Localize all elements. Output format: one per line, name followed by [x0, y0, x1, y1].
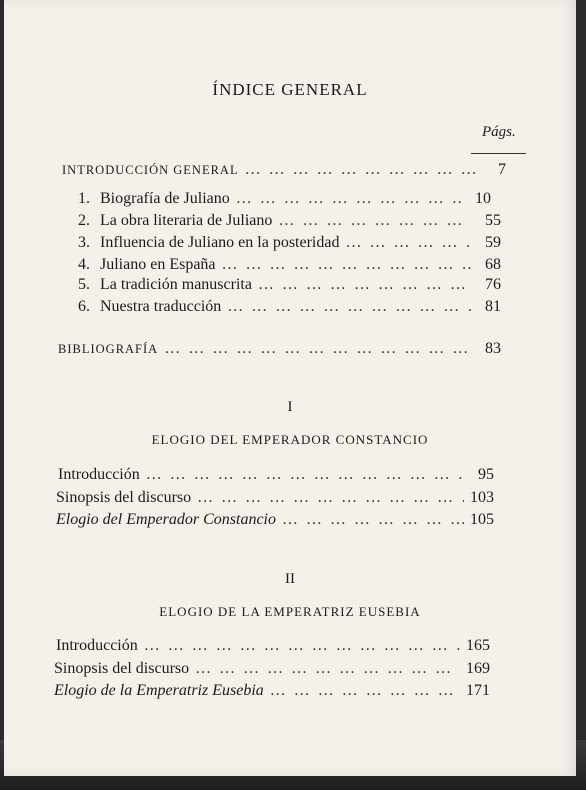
- toc-entry-page: 59: [485, 234, 501, 251]
- leader-dots: [239, 161, 476, 179]
- toc-entry-label: La obra literaria de Juliano: [100, 212, 273, 229]
- toc-entry-page: 169: [466, 660, 490, 677]
- toc-entry-label: Sinopsis del discurso: [54, 660, 190, 677]
- toc-entry-label: Biografía de Juliano: [100, 190, 230, 207]
- toc-entry-label: Introducción: [58, 466, 140, 483]
- leader-dots: [140, 466, 464, 484]
- chapter-number: 3.: [78, 234, 90, 251]
- leader-dots: [221, 298, 471, 316]
- leader-dots: [191, 489, 464, 507]
- toc-entry-label: BIBLIOGRAFÍA: [58, 342, 159, 356]
- leader-dots: [272, 212, 471, 230]
- section-title: ELOGIO DE LA EMPERATRIZ EUSEBIA: [159, 604, 421, 619]
- leader-dots: [264, 682, 460, 700]
- book-page: [4, 0, 576, 776]
- toc-entry-label: INTRODUCCIÓN GENERAL: [62, 163, 239, 177]
- toc-entry[interactable]: [54, 660, 490, 682]
- leader-dots: [230, 190, 461, 208]
- toc-entry-chapter[interactable]: [78, 276, 501, 298]
- toc-entry-page: 10: [475, 190, 491, 207]
- page-title: ÍNDICE GENERAL: [212, 80, 368, 99]
- leader-dots: [158, 340, 471, 358]
- pages-column-rule: [471, 153, 526, 154]
- section-number: I: [287, 399, 293, 415]
- toc-entry-intro[interactable]: [62, 161, 506, 183]
- toc-entry-page: 171: [466, 682, 490, 699]
- leader-dots: [216, 256, 471, 274]
- toc-entry[interactable]: [54, 682, 490, 704]
- toc-entry-chapter[interactable]: [78, 212, 501, 234]
- leader-dots: [189, 660, 460, 678]
- toc-entry-chapter[interactable]: [78, 256, 501, 278]
- toc-entry-page: 55: [485, 212, 501, 229]
- chapter-number: 5.: [78, 276, 90, 293]
- toc-entry[interactable]: [56, 511, 494, 533]
- toc-entry-label: Introducción: [56, 637, 138, 654]
- toc-entry-page: 165: [466, 637, 490, 654]
- leader-dots: [339, 234, 471, 252]
- toc-entry[interactable]: [56, 489, 494, 511]
- toc-entry-label: Sinopsis del discurso: [56, 489, 192, 506]
- section-title: ELOGIO DEL EMPERADOR CONSTANCIO: [151, 432, 429, 447]
- page-content: [4, 0, 576, 776]
- chapter-number: 6.: [78, 298, 90, 315]
- toc-entry-page: 68: [485, 256, 501, 273]
- toc-entry[interactable]: [56, 637, 490, 659]
- toc-entry-label: Elogio del Emperador Constancio: [56, 511, 276, 528]
- toc-entry-bibliography[interactable]: [58, 340, 501, 362]
- chapter-number: 4.: [78, 256, 90, 273]
- toc-entry-page: 95: [478, 466, 494, 483]
- section-number: II: [285, 571, 295, 587]
- toc-entry-chapter[interactable]: [78, 190, 491, 212]
- toc-entry-page: 76: [485, 276, 501, 293]
- toc-entry-chapter[interactable]: [78, 298, 501, 320]
- toc-entry-chapter[interactable]: [78, 234, 501, 256]
- toc-entry-label: Influencia de Juliano en la posteridad: [100, 234, 340, 251]
- toc-entry[interactable]: [58, 466, 494, 488]
- toc-entry-page: 7: [498, 161, 506, 178]
- pages-column-label: Págs.: [482, 124, 516, 140]
- leader-dots: [276, 511, 464, 529]
- toc-entry-page: 81: [485, 298, 501, 315]
- leader-dots: [252, 276, 471, 294]
- chapter-number: 1.: [78, 190, 90, 207]
- toc-entry-page: 105: [470, 511, 494, 528]
- toc-entry-label: La tradición manuscrita: [100, 276, 252, 293]
- toc-entry-label: Juliano en España: [100, 256, 216, 273]
- toc-entry-page: 103: [470, 489, 494, 506]
- toc-entry-page: 83: [485, 340, 501, 357]
- chapter-number: 2.: [78, 212, 90, 229]
- toc-entry-label: Nuestra traducción: [100, 298, 222, 315]
- leader-dots: [138, 637, 460, 655]
- toc-entry-label: Elogio de la Emperatriz Eusebia: [54, 682, 264, 699]
